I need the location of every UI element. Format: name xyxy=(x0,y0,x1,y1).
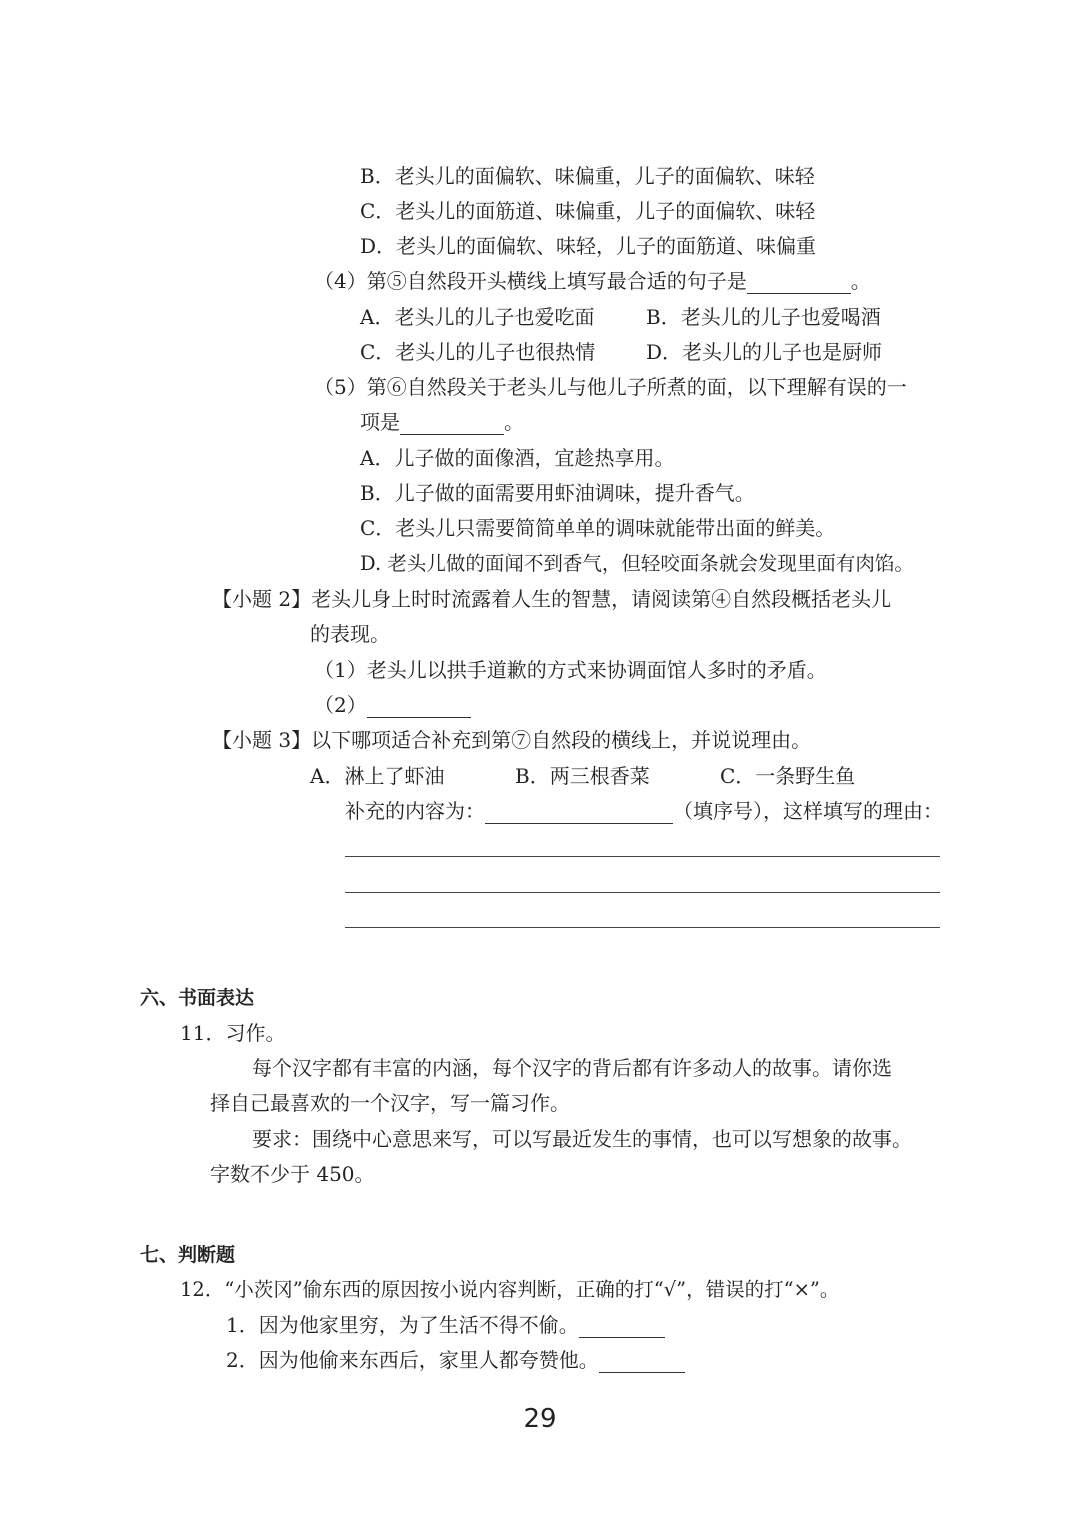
answer-line[interactable] xyxy=(345,856,940,857)
requirement-line-1: 要求：围绕中心意思来写，可以写最近发生的事情，也可以写想象的故事。 xyxy=(252,1127,912,1151)
answer-blank[interactable] xyxy=(367,697,471,718)
section-7-title: 七、判断题 xyxy=(140,1244,236,1266)
answer-blank[interactable] xyxy=(747,273,851,294)
answer-line[interactable] xyxy=(345,927,940,928)
answer-blank[interactable] xyxy=(400,414,504,435)
answer-blank[interactable] xyxy=(579,1317,665,1338)
prompt-line-1: 每个汉字都有丰富的内涵，每个汉字的背后都有许多动人的故事。请你选 xyxy=(252,1056,892,1080)
section-6-title: 六、书面表达 xyxy=(140,987,255,1009)
judgement-item-1 xyxy=(226,1312,665,1338)
subquestion-5-end: 。 xyxy=(504,410,524,434)
subquestion-5-option-c: C．老头儿只需要简简单单的调味就能带出面的鲜美。 xyxy=(360,516,836,540)
question-2-item-2 xyxy=(314,692,471,718)
requirement-line-2: 字数不少于 450。 xyxy=(210,1162,375,1186)
question-2-item-1: （1）老头儿以拱手道歉的方式来协调面馆人多时的矛盾。 xyxy=(314,658,827,682)
question-2-item-2-label: （2） xyxy=(314,693,367,717)
option-c: C．老头儿的面筋道、味偏重，儿子的面偏软、味轻 xyxy=(360,199,816,223)
subquestion-5-stem: （5）第⑥自然段关于老头儿与他儿子所煮的面，以下理解有误的一 xyxy=(314,375,907,399)
question-11-label: 11．习作。 xyxy=(180,1021,286,1045)
subquestion-4 xyxy=(314,268,871,294)
question-3-fill-line xyxy=(345,798,943,824)
subquestion-5-option-a: A．儿子做的面像酒，宜趁热享用。 xyxy=(360,446,675,470)
answer-blank[interactable] xyxy=(599,1352,685,1373)
subquestion-4-stem: （4）第⑤自然段开头横线上填写最合适的句子是 xyxy=(314,269,747,293)
subquestion-5-option-b: B．儿子做的面需要用虾油调味，提升香气。 xyxy=(360,481,755,505)
prompt-line-2: 择自己最喜欢的一个汉字，写一篇习作。 xyxy=(210,1091,570,1115)
subquestion-5-stem-2: 项是 xyxy=(360,410,400,434)
question-3-option-b: B．两三根香菜 xyxy=(515,764,650,788)
fill-prefix: 补充的内容为： xyxy=(345,799,485,823)
subquestion-4-option-c: C．老头儿的儿子也很热情 xyxy=(360,340,596,364)
fill-suffix: （填序号），这样填写的理由： xyxy=(673,799,943,823)
question-2-stem: 【小题 2】老头儿身上时时流露着人生的智慧，请阅读第④自然段概括老头儿 xyxy=(212,587,892,611)
subquestion-4-option-d: D．老头儿的儿子也是厨师 xyxy=(646,340,883,364)
page-number: 29 xyxy=(523,1404,557,1434)
judgement-item-2-text: 2．因为他偷来东西后，家里人都夸赞他。 xyxy=(226,1348,599,1372)
question-3-option-a: A．淋上了虾油 xyxy=(310,764,445,788)
option-d: D．老头儿的面偏软、味轻，儿子的面筋道、味偏重 xyxy=(360,234,817,258)
question-3-stem: 【小题 3】以下哪项适合补充到第⑦自然段的横线上，并说说理由。 xyxy=(212,728,812,752)
subquestion-4-option-b: B．老头儿的儿子也爱喝酒 xyxy=(646,305,881,329)
subquestion-4-end: 。 xyxy=(850,269,871,293)
question-3-option-c: C．一条野生鱼 xyxy=(720,764,856,788)
judgement-item-2 xyxy=(226,1347,685,1373)
judgement-item-1-text: 1．因为他家里穷，为了生活不得不偷。 xyxy=(226,1313,579,1337)
question-12-stem: 12．“小茨冈”偷东西的原因按小说内容判断，正确的打“√”，错误的打“×”。 xyxy=(180,1278,840,1301)
option-b: B．老头儿的面偏软、味偏重，儿子的面偏软、味轻 xyxy=(360,164,815,188)
subquestion-5-stem-cont xyxy=(360,409,524,435)
subquestion-4-option-a: A．老头儿的儿子也爱吃面 xyxy=(360,305,595,329)
answer-blank[interactable] xyxy=(485,803,673,824)
question-2-stem-cont: 的表现。 xyxy=(310,622,390,646)
subquestion-5-option-d: D. 老头儿做的面闻不到香气，但轻咬面条就会发现里面有肉馅。 xyxy=(360,552,914,575)
answer-line[interactable] xyxy=(345,892,940,893)
